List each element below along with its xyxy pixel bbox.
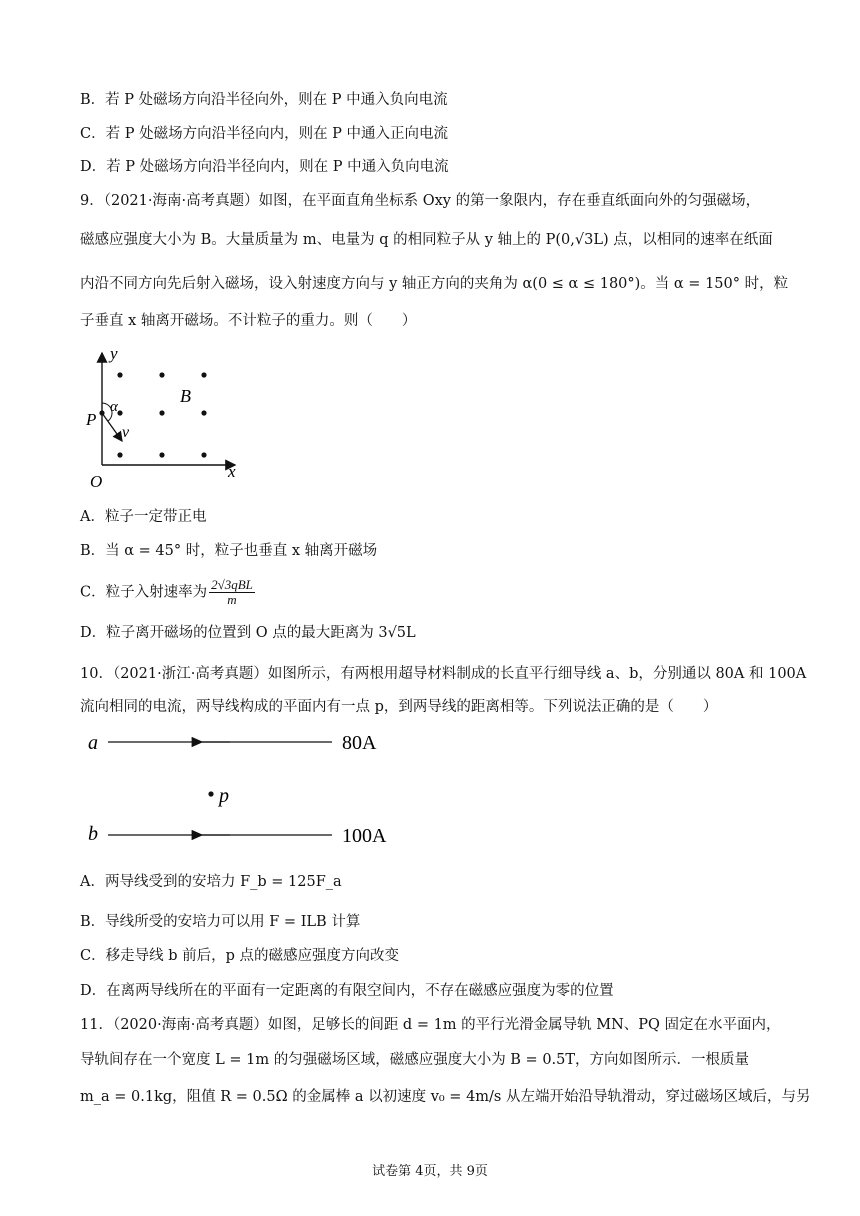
q9-option-a: A．粒子一定带正电 — [80, 509, 207, 525]
q9-stem-line2: 磁感应强度大小为 B。大量质量为 m、电量为 q 的相同粒子从 y 轴上的 P(0,√3L) 点，以相同的速率在纸面 — [80, 232, 773, 248]
q9-stem-line1: 9．（2021·海南·高考真题）如图，在平面直角坐标系 Oxy 的第一象限内，存在垂直纸面向外的匀强磁场， — [80, 193, 761, 209]
label-a: a — [88, 732, 98, 754]
q8-option-b: B．若 P 处磁场方向沿半径向外，则在 P 中通入负向电流 — [80, 92, 448, 108]
magnetic-field-dots — [117, 372, 206, 457]
q9-stem-line3: 内沿不同方向先后射入磁场，设入射速度方向与 y 轴正方向的夹角为 α(0 ≤ α ≤ 180°)。当 α = 150° 时，粒 — [80, 276, 789, 292]
q8-option-d: D．若 P 处磁场方向沿半径向内，则在 P 中通入负向电流 — [80, 159, 449, 175]
q10-stem-line1: 10．（2021·浙江·高考真题）如图所示，有两根用超导材料制成的长直平行细导线 a、b，分别通以 80A 和 100A — [80, 666, 807, 682]
q10-option-d: D．在离两导线所在的平面有一定距离的有限空间内，不存在磁感应强度为零的位置 — [80, 983, 614, 999]
label-x: x — [228, 462, 236, 481]
q10-stem-line2: 流向相同的电流，两导线构成的平面内有一点 p，到两导线的距离相等。下列说法正确的是（ ） — [80, 699, 718, 715]
label-b: B — [180, 386, 191, 406]
label-b: b — [88, 823, 98, 845]
q10-option-c: C．移走导线 b 前后，p 点的磁感应强度方向改变 — [80, 948, 399, 964]
label-p: p — [219, 785, 229, 807]
q10-option-a: A．两导线受到的安培力 F_b = 125F_a — [80, 874, 342, 890]
q9-option-b: B．当 α = 45° 时，粒子也垂直 x 轴离开磁场 — [80, 543, 378, 559]
velocity-arrow — [102, 413, 122, 441]
q10-figure — [80, 725, 420, 855]
q9-option-c-fraction — [209, 578, 255, 607]
q8-option-c: C．若 P 处磁场方向沿半径向内，则在 P 中通入正向电流 — [80, 126, 449, 142]
q9-option-c-prefix: C．粒子入射速率为 — [80, 584, 208, 601]
point-p — [208, 791, 213, 796]
fraction-numerator: 2√3qBL — [211, 577, 253, 592]
label-alpha: α — [110, 399, 118, 415]
label-p: P — [86, 410, 97, 429]
q11-stem-line1: 11．（2020·海南·高考真题）如图，足够长的间距 d = 1m 的平行光滑金属导轨 MN、PQ 固定在水平面内， — [80, 1017, 781, 1033]
page-footer: 试卷第 4页，共 9页 — [372, 1164, 488, 1179]
fraction-denominator: m — [227, 592, 237, 607]
q9-stem-line4: 子垂直 x 轴离开磁场。不计粒子的重力。则（ ） — [80, 313, 417, 329]
q10-option-b: B．导线所受的安培力可以用 F = ILB 计算 — [80, 914, 361, 930]
q11-stem-line2: 导轨间存在一个宽度 L = 1m 的匀强磁场区域，磁感应强度大小为 B = 0.5T，方向如图所示．一根质量 — [80, 1052, 750, 1068]
label-y: y — [110, 345, 118, 363]
label-v: v — [122, 424, 130, 441]
q11-stem-line3: m_a = 0.1kg，阻值 R = 0.5Ω 的金属棒 a 以初速度 v₀ = 4m/s 从左端开始沿导轨滑动，穿过磁场区域后，与另 — [80, 1089, 811, 1105]
label-o: O — [90, 472, 103, 490]
label-current-a: 80A — [342, 732, 377, 754]
q9-option-d: D．粒子离开磁场的位置到 O 点的最大距离为 3√5L — [80, 625, 416, 641]
label-current-b: 100A — [342, 825, 387, 847]
q9-option-c — [80, 578, 257, 607]
q9-figure — [80, 345, 260, 490]
